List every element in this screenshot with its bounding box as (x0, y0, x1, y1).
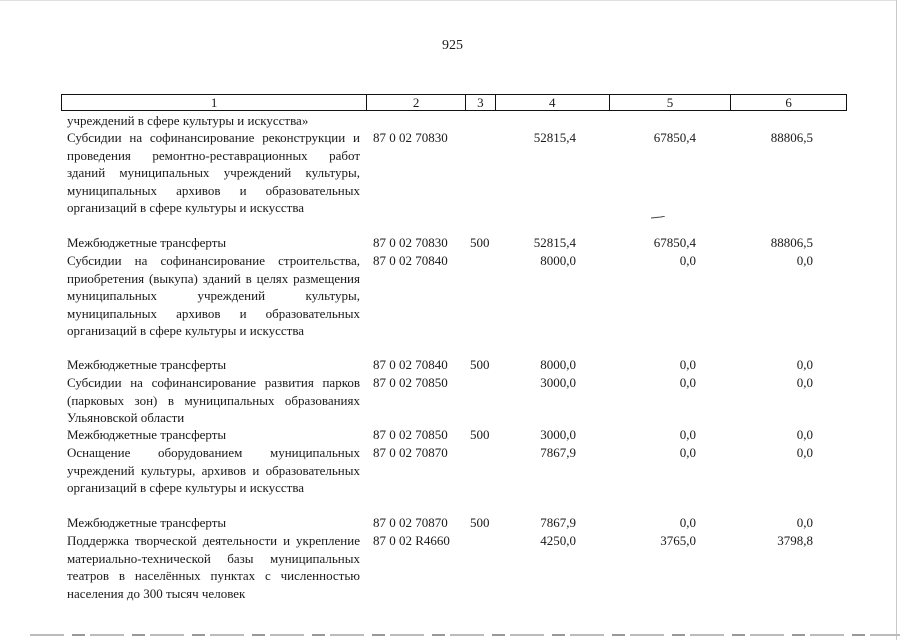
row-name: Межбюджетные трансферты (67, 357, 227, 372)
row-code: 87 0 02 R4660 (373, 533, 450, 548)
row-code: 87 0 02 70830 (373, 130, 448, 145)
row-code: 87 0 02 70870 (373, 515, 448, 530)
row-col6: 0,0 (796, 445, 813, 460)
row-col4: 7867,9 (540, 515, 576, 530)
row-vr: 500 (470, 357, 490, 372)
header-col-5: 5 (610, 95, 732, 110)
table-header (61, 94, 847, 111)
row-col6: 88806,5 (770, 235, 813, 250)
header-col-3: 3 (466, 95, 496, 110)
row-name: Межбюджетные трансферты (67, 427, 227, 442)
row-col5: 0,0 (679, 445, 696, 460)
row-col6: 0,0 (796, 253, 813, 268)
row-name: Межбюджетные трансферты (67, 235, 227, 250)
header-col-4: 4 (496, 95, 610, 110)
row-name: Поддержка творческой деятельности и укрепление материально-технической базы муниципальных театров в населённых пунктах с численностью населения до 300 тысяч человек (67, 533, 360, 601)
row-name: учреждений в сфере культуры и искусства» (67, 113, 309, 128)
row-col5: 0,0 (679, 253, 696, 268)
row-col4: 3000,0 (540, 427, 576, 442)
row-col6: 0,0 (796, 375, 813, 390)
row-col6: 0,0 (796, 427, 813, 442)
pen-mark (651, 216, 665, 219)
row-col5: 0,0 (679, 357, 696, 372)
row-col5: 0,0 (679, 515, 696, 530)
row-col4: 52815,4 (533, 235, 576, 250)
header-col-2: 2 (367, 95, 466, 110)
row-name: Субсидии на софинансирование реконструкции и проведения ремонтно-реставрационных работ зданий муниципальных учреждений культуры, муниципальных архивов и образовательных организаций в сфере культуры и искусства (67, 130, 360, 215)
row-col5: 3765,0 (660, 533, 696, 548)
page-number: 925 (442, 38, 463, 53)
row-code: 87 0 02 70830 (373, 235, 448, 250)
row-col5: 0,0 (679, 427, 696, 442)
row-name: Межбюджетные трансферты (67, 515, 227, 530)
row-col5: 0,0 (679, 375, 696, 390)
row-name: Субсидии на софинансирование строительства, приобретения (выкупа) зданий в целях размещения муниципальных учреждений культуры, муниципальных архивов и образовательных организаций в сфере культуры и искусства (67, 253, 360, 338)
row-col4: 52815,4 (533, 130, 576, 145)
row-vr: 500 (470, 515, 490, 530)
row-col6: 0,0 (796, 515, 813, 530)
row-col6: 88806,5 (770, 130, 813, 145)
scan-artifact (30, 634, 900, 636)
header-col-1: 1 (62, 95, 367, 110)
row-code: 87 0 02 70850 (373, 427, 448, 442)
row-col5: 67850,4 (653, 235, 696, 250)
row-code: 87 0 02 70850 (373, 375, 448, 390)
row-col5: 67850,4 (653, 130, 696, 145)
row-vr: 500 (470, 235, 490, 250)
row-code: 87 0 02 70840 (373, 253, 448, 268)
row-col4: 8000,0 (540, 253, 576, 268)
row-code: 87 0 02 70870 (373, 445, 448, 460)
page-edge-top (0, 0, 896, 1)
row-col4: 3000,0 (540, 375, 576, 390)
row-col4: 4250,0 (540, 533, 576, 548)
row-vr: 500 (470, 427, 490, 442)
row-name: Оснащение оборудованием муниципальных учреждений культуры, архивов и образовательных организаций в сфере культуры и искусства (67, 445, 360, 495)
row-col4: 7867,9 (540, 445, 576, 460)
row-col4: 8000,0 (540, 357, 576, 372)
row-col6: 3798,8 (777, 533, 813, 548)
row-col6: 0,0 (796, 357, 813, 372)
row-code: 87 0 02 70840 (373, 357, 448, 372)
header-col-6: 6 (785, 95, 792, 110)
row-name: Субсидии на софинансирование развития парков (парковых зон) в муниципальных образованиях Ульяновской области (67, 375, 360, 425)
page-edge-right (896, 0, 897, 640)
